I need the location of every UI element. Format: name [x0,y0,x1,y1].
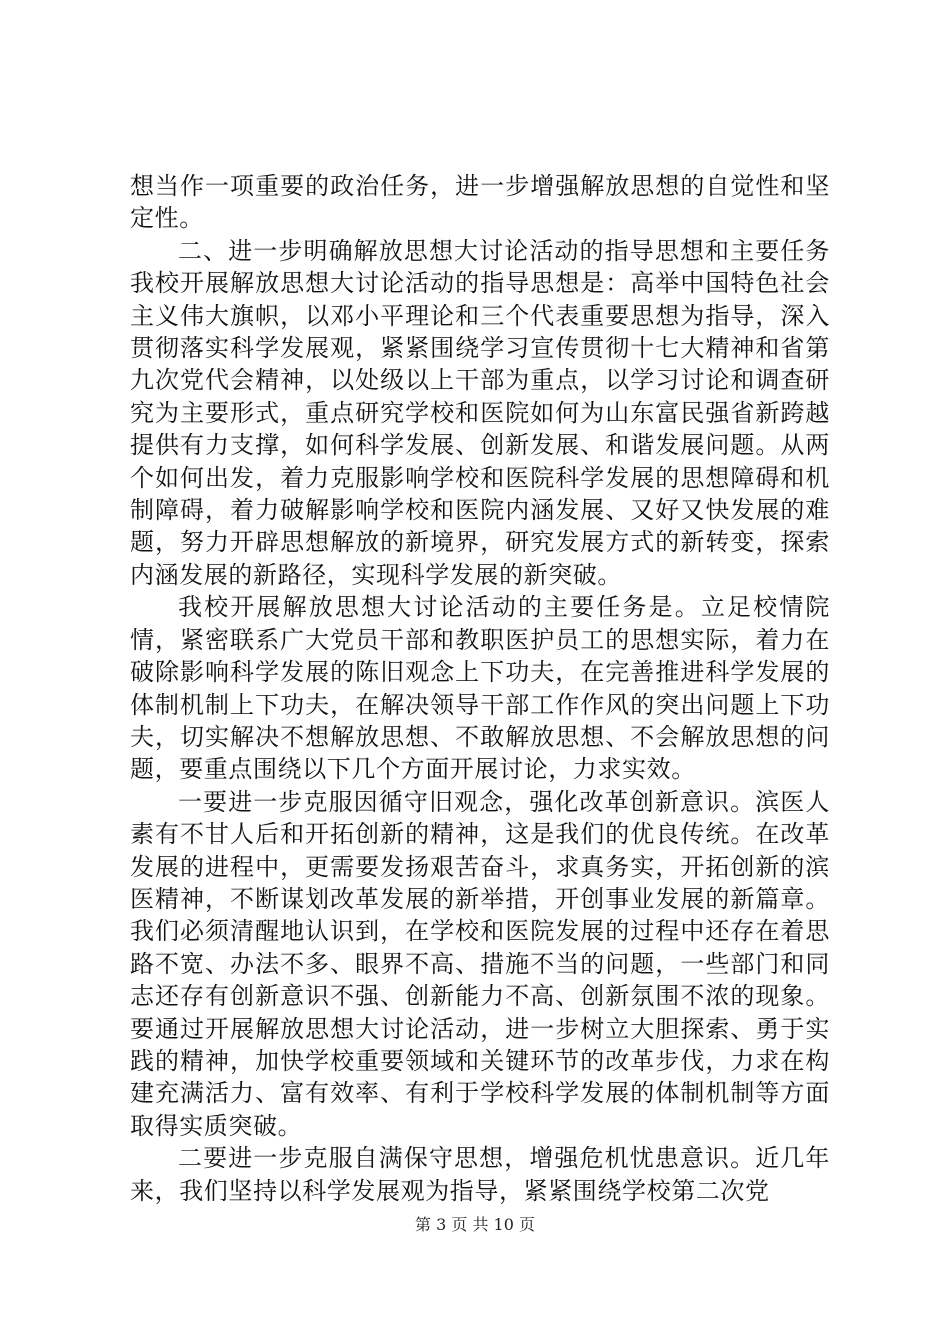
body-text [130,170,830,1207]
paragraph-continuation: 想当作一项重要的政治任务，进一步增强解放思想的自觉性和坚定性。 [130,172,830,233]
page-number-footer: 第 3 页 共 10 页 [415,1215,535,1234]
paragraph-main-tasks: 我校开展解放思想大讨论活动的主要任务是。立足校情院情，紧密联系广大党员干部和教职医护员工的思想实际，着力在破除影响科学发展的陈旧观念上下功夫，在完善推进科学发展的体制机制上下功夫，在解决领导干部工作作风的突出问题上下功夫，切实解决不想解放思想、不敢解放思想、不会解放思想的问题，要重点围绕以下几个方面开展讨论，力求实效。 [130,593,830,784]
paragraph-point-two: 二要进一步克服自满保守思想，增强危机忧患意识。近几年来，我们坚持以科学发展观为指导，紧紧围绕学校第二次党 [130,1144,830,1205]
paragraph-point-one: 一要进一步克服因循守旧观念，强化改革创新意识。滨医人素有不甘人后和开拓创新的精神，这是我们的优良传统。在改革发展的进程中，更需要发扬艰苦奋斗，求真务实，开拓创新的滨医精神，不断谋划改革发展的新举措，开创事业发展的新篇章。我们必须清醒地认识到，在学校和医院发展的过程中还存在着思路不宽、办法不多、眼界不高、措施不当的问题，一些部门和同志还存有创新意识不强、创新能力不高、创新氛围不浓的现象。要通过开展解放思想大讨论活动，进一步树立大胆探索、勇于实践的精神，加快学校重要领域和关键环节的改革步伐，力求在构建充满活力、富有效率、有利于学校科学发展的体制机制等方面取得实质突破。 [130,787,830,1140]
paragraph-guiding-ideology: 二、进一步明确解放思想大讨论活动的指导思想和主要任务我校开展解放思想大讨论活动的指导思想是：高举中国特色社会主义伟大旗帜，以邓小平理论和三个代表重要思想为指导，深入贯彻落实科学发展观，紧紧围绕学习宣传贯彻十七大精神和省第九次党代会精神，以处级以上干部为重点，以学习讨论和调查研究为主要形式，重点研究学校和医院如何为山东富民强省新跨越提供有力支撑，如何科学发展、创新发展、和谐发展问题。从两个如何出发，着力克服影响学校和医院科学发展的思想障碍和机制障碍，着力破解影响学校和医院内涵发展、又好又快发展的难题，努力开辟思想解放的新境界，研究发展方式的新转变，探索内涵发展的新路径，实现科学发展的新突破。 [130,236,830,589]
